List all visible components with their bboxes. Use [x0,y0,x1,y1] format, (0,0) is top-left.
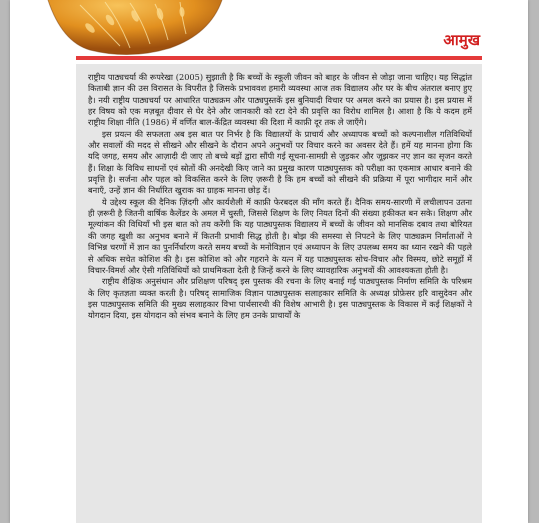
paragraph-4: राष्ट्रीय शैक्षिक अनुसंधान और प्रशिक्षण परिषद् इस पुस्तक की रचना के लिए बनाई गई पाठ्यपुस्तक निर्माण समिति के परिश्रम के लिए कृतज्ञता व्यक्त करती है। परिषद् सामाजिक विज्ञान पाठ्यपुस्तक सलाहकार समिति के अध्यक्ष प्रोफ़ेसर हरि वासुदेवन और इस पाठ्यपुस्तक समिति की मुख्य सलाहकार विभा पार्थसारथी की विशेष आभारी है। इस पाठ्यपुस्तक के विकास में कई शिक्षकों ने योगदान दिया, इस योगदान को संभव बनाने के लिए हम उनके प्राचार्यों के [88,276,472,321]
paragraph-1: राष्ट्रीय पाठ्यचर्या की रूपरेखा (2005) सुझाती है कि बच्चों के स्कूली जीवन को बाहर के जीवन से जोड़ा जाना चाहिए। यह सिद्धांत किताबी ज्ञान की उस विरासत के विपरीत है जिसके प्रभाववश हमारी व्यवस्था आज तक विद्यालय और घर के बीच अंतराल बनाए हुए है। नयी राष्ट्रीय पाठ्यचर्या पर आधारित पाठ्यक्रम और पाठ्यपुस्तकें इस बुनियादी विचार पर अमल करने का प्रयास है। इस प्रयास में हर विषय को एक मज़बूत दीवार से घेर देने और जानकारी को रटा देने की प्रवृत्ति का विरोध शामिल है। आशा है कि ये कदम हमें राष्ट्रीय शिक्षा नीति (1986) में वर्णित बाल-केंद्रित व्यवस्था की दिशा में काफ़ी दूर तक ले जाएँगे। [88,72,472,128]
title-rule [76,56,482,60]
paragraph-2: इस प्रयत्न की सफलता अब इस बात पर निर्भर है कि विद्यालयों के प्राचार्य और अध्यापक बच्चों को कल्पनाशील गतिविधियों और सवालों की मदद से सीखने और सीखने के दौरान अपने अनुभवों पर विचार करने का अवसर देते हैं। हमें यह मानना होगा कि यदि जगह, समय और आज़ादी दी जाए तो बच्चे बड़ों द्वारा सौंपी गई सूचना-सामग्री से जुड़कर और जूझकर नए ज्ञान का सृजन करते हैं। शिक्षा के विविध साधनों एवं स्रोतों की अनदेखी किए जाने का प्रमुख कारण पाठ्यपुस्तक को परीक्षा का एकमात्र आधार बनाने की प्रवृत्ति है। सर्जना और पहल को विकसित करने के लिए ज़रूरी है कि हम बच्चों को सीखने की प्रक्रिया में पूरा भागीदार मानें और बनाएँ, उन्हें ज्ञान की निर्धारित खुराक का ग्राहक मानना छोड़ दें। [88,128,472,196]
document-page [10,0,528,523]
text-panel [76,64,482,523]
wheat-field-icon [10,0,230,58]
paragraph-3: ये उद्देश्य स्कूल की दैनिक ज़िंदगी और कार्यशैली में काफ़ी फेरबदल की माँग करते हैं। दैनिक समय-सारणी में लचीलापन उतना ही ज़रूरी है जितनी वार्षिक कैलेंडर के अमल में चुस्ती, जिससे शिक्षण के लिए नियत दिनों की संख्या हकीकत बन सके। शिक्षण और मूल्यांकन की विधियाँ भी इस बात को तय करेंगी कि यह पाठ्यपुस्तक विद्यालय में बच्चों के जीवन को मानसिक दबाव तथा बोरियत की जगह खुशी का अनुभव बनाने में कितनी प्रभावी सिद्ध होती है। बोझ की समस्या से निपटने के लिए पाठ्यक्रम निर्माताओं ने विभिन्न चरणों में ज्ञान का पुनर्निर्धारण करते समय बच्चों के मनोविज्ञान एवं अध्यापन के लिए उपलब्ध समय का ध्यान रखने की पहले से अधिक सचेत कोशिश की है। इस कोशिश को और गहराने के यत्न में यह पाठ्यपुस्तक सोच-विचार और विस्मय, छोटे समूहों में विचार-विमर्श और ऐसी गतिविधियों को प्राथमिकता देती है जिन्हें करने के लिए व्यावहारिक अनुभवों की आवश्यकता होती है। [88,196,472,275]
page-title: आमुख [443,31,480,49]
